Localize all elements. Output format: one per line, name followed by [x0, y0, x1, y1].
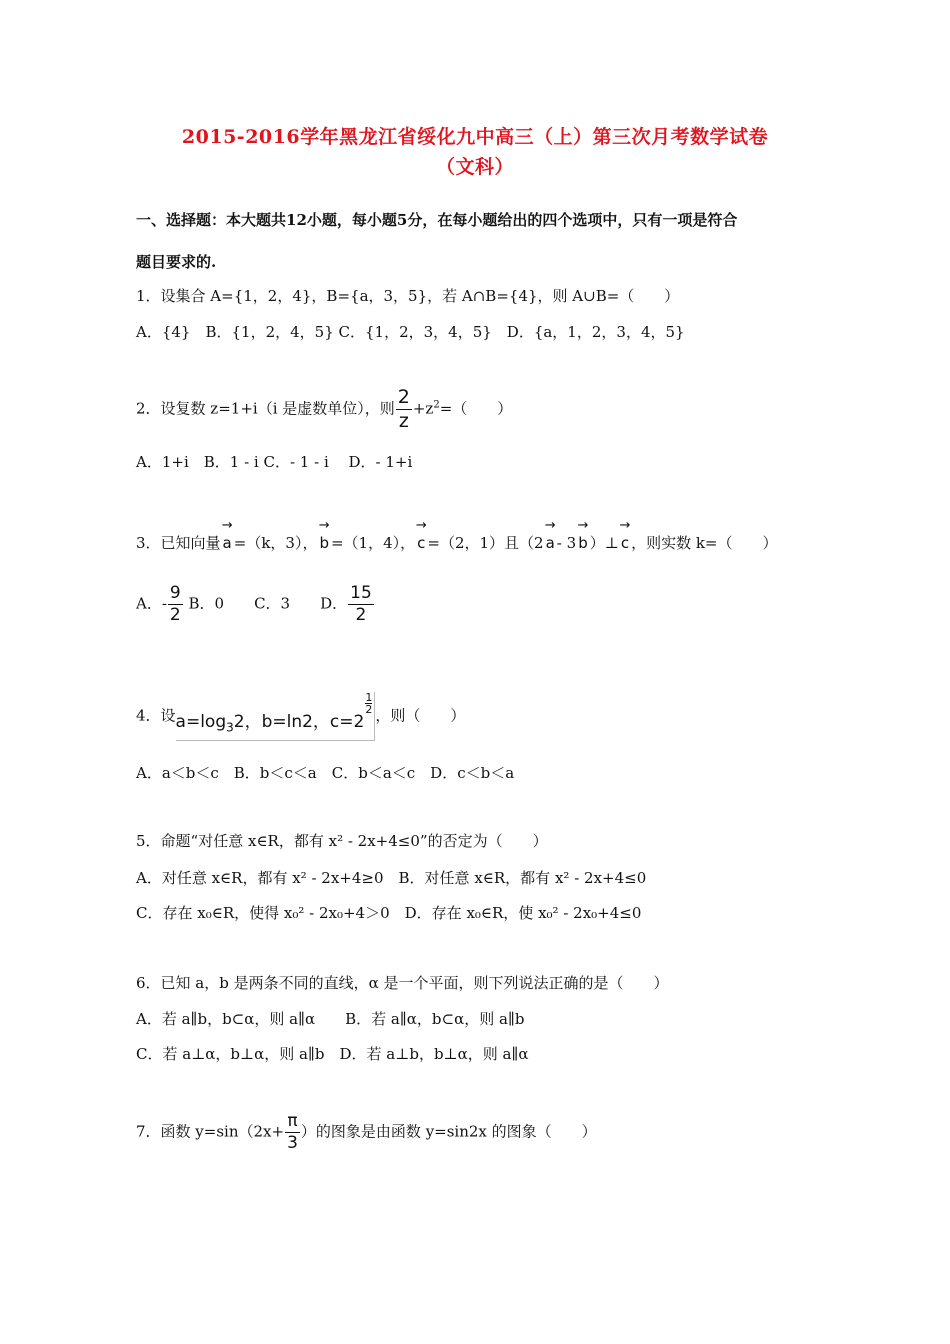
vector-b: → b	[577, 518, 589, 552]
question-5-stem: 5．命题“对任意 x∈R，都有 x² - 2x+4≤0”的否定为（ ）	[136, 832, 548, 850]
question-1-stem: 1．设集合 A={1，2，4}，B={a，3，5}，若 A∩B={4}，则 A∪B=（ ）	[136, 287, 680, 305]
section-heading-cont: 题目要求的.	[136, 253, 217, 271]
exponent-one-half: $\frac{1}{2}$	[365, 691, 373, 716]
exam-title: 2015-2016学年黑龙江省绥化九中高三（上）第三次月考数学试卷	[181, 126, 769, 148]
question-3-stem: 3．已知向量 → a =（k，3）， → b =（1，4）， → c =（2，1）且（2 → a - 3 → b ）⊥ → c ，则实数 k=（ ）	[136, 518, 778, 552]
question-5-options-cd: C．存在 x₀∈R，使得 x₀² - 2x₀+4＞0 D．存在 x₀∈R，使 x₀² - 2x₀+4≤0	[136, 904, 642, 922]
exam-subtitle: （文科）	[435, 156, 514, 178]
question-2-stem: 2．设复数 z=1+i（i 是虚数单位），则 $\frac{2}{z}$ $+z^2=$（ ）	[136, 386, 513, 432]
question-4-stem: 4．设$a=\log_32$，b=ln2，c=2 $\frac{1}{2}$ ，则（ ）	[136, 692, 465, 741]
fraction-2-over-z: $\frac{2}{z}$	[397, 386, 410, 432]
question-4-options: A．a＜b＜c B．b＜c＜a C．b＜a＜c D．c＜b＜a	[136, 764, 515, 782]
question-3-options: A．- $\frac{9}{2}$ B．0 C．3 D． $\frac{15}{2}$	[136, 583, 372, 625]
vector-a: → a	[544, 518, 556, 552]
question-6-options-cd: C．若 a⊥α，b⊥α，则 a∥b D．若 a⊥b，b⊥α，则 a∥α	[136, 1045, 529, 1063]
vector-b: → b	[318, 518, 330, 552]
question-1-options: A．{4} B．{1，2，4，5} C．{1，2，3，4，5} D．{a，1，2，3，4，5}	[136, 323, 685, 341]
question-6-stem: 6．已知 a，b 是两条不同的直线，α 是一个平面，则下列说法正确的是（ ）	[136, 974, 669, 992]
question-7-stem: 7．函数 y=sin（2x+ $\frac{\pi}{3}$ ）的图象是由函数 y=sin2x 的图象（ ）	[136, 1111, 597, 1153]
vector-c: → c	[415, 518, 427, 552]
question-6-options-ab: A．若 a∥b，b⊂α，则 a∥α B．若 a∥α，b⊂α，则 a∥b	[136, 1010, 525, 1028]
section-heading: 一、选择题：本大题共12小题，每小题5分，在每小题给出的四个选项中，只有一项是符合	[136, 211, 738, 229]
fraction-9-over-2: $\frac{9}{2}$	[169, 583, 181, 625]
fraction-15-over-2: $\frac{15}{2}$	[350, 583, 372, 625]
log-expression: $a=\log_32$，b=ln2，c=2 $\frac{1}{2}$	[176, 692, 376, 741]
question-2-options: A．1+i B．1 - i C．- 1 - i D．- 1+i	[136, 453, 413, 471]
question-5-options-ab: A．对任意 x∈R，都有 x² - 2x+4≥0 B．对任意 x∈R，都有 x² - 2x+4≤0	[136, 869, 647, 887]
vector-c: → c	[619, 518, 631, 552]
vector-a: → a	[221, 518, 233, 552]
fraction-pi-over-3: $\frac{\pi}{3}$	[287, 1111, 298, 1153]
